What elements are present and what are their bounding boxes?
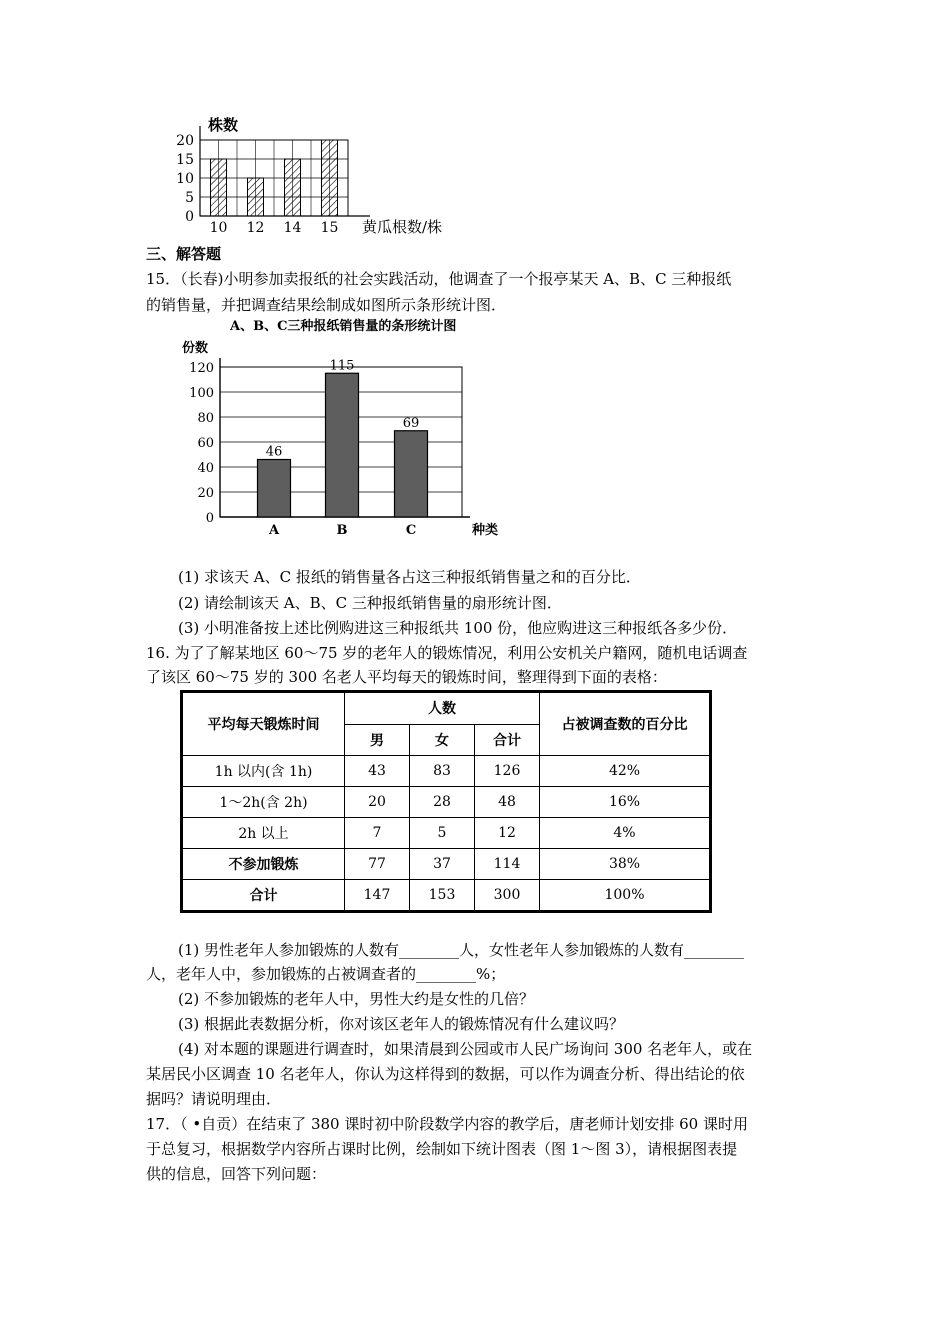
chart2-ytick: 120 xyxy=(189,361,214,376)
cell-male: 20 xyxy=(345,787,410,818)
chart1-xtick: 15 xyxy=(320,220,339,236)
cell-percent: 4% xyxy=(540,818,711,849)
cell-percent: 100% xyxy=(540,880,711,912)
chart1-ytick: 15 xyxy=(176,152,194,168)
chart2-data-label: 46 xyxy=(265,444,283,460)
q16-sub4-line3: 据吗？请说明理由． xyxy=(146,1090,282,1108)
header-percent: 占被调查数的百分比 xyxy=(540,692,711,756)
header-male: 男 xyxy=(345,724,410,756)
chart1-ytick: 0 xyxy=(185,209,194,225)
chart1-bar xyxy=(285,159,301,216)
chart1-xtick: 14 xyxy=(283,220,302,236)
q15-sub1: (1) 求该天 A、C 报纸的销售量各占这三种报纸销售量之和的百分比． xyxy=(178,568,641,586)
chart1-ylabel: 株数 xyxy=(208,116,239,134)
chart1-xtick: 12 xyxy=(246,220,265,236)
q16-text-line1: 16. 为了了解某地区 60～75 岁的老年人的锻炼情况，利用公安机关户籍网，随机电话调查 xyxy=(146,644,748,662)
header-female: 女 xyxy=(410,724,475,756)
chart2-xtick: A xyxy=(268,523,280,538)
q16-text-line2: 了该区 60～75 岁的 300 名老人平均每天的锻炼时间，整理得到下面的表格： xyxy=(146,668,667,686)
cell-female: 153 xyxy=(410,880,475,912)
chart2-ytick: 60 xyxy=(197,436,214,451)
table-row xyxy=(182,880,711,912)
table-row xyxy=(182,787,711,818)
exercise-table xyxy=(180,690,712,913)
q16-sub2: (2) 不参加锻炼的老年人中，男性大约是女性的几倍？ xyxy=(178,990,535,1008)
q16-sub1-line2: 人，老年人中，参加锻炼的占被调查者的________%； xyxy=(146,965,506,983)
chart1-xtick: 10 xyxy=(209,220,228,236)
row-label: 2h 以上 xyxy=(182,818,345,849)
chart1-ytick: 10 xyxy=(176,171,194,187)
cell-percent: 16% xyxy=(540,787,711,818)
cell-female: 5 xyxy=(410,818,475,849)
chart2-bar xyxy=(326,373,359,517)
q15-sub3: (3) 小明准备按上述比例购进这三种报纸共 100 份，他应购进这三种报纸各多少份． xyxy=(178,619,738,637)
cell-male: 7 xyxy=(345,818,410,849)
q16-sub1-line1: (1) 男性老年人参加锻炼的人数有________人，女性老年人参加锻炼的人数有________ xyxy=(178,941,745,959)
cell-female: 37 xyxy=(410,849,475,880)
cell-male: 77 xyxy=(345,849,410,880)
chart1-xlabel: 黄瓜根数/株 xyxy=(362,218,443,236)
chart2-ytick: 20 xyxy=(197,486,214,501)
chart2-ytick: 40 xyxy=(197,461,214,476)
header-people: 人数 xyxy=(345,692,540,725)
q17-text-line2: 于总复习，根据数学内容所占课时比例，绘制如下统计图表（图 1～图 3），请根据图表提 xyxy=(146,1140,738,1158)
chart2-xtick: B xyxy=(336,523,348,538)
section-heading: 三、解答题 xyxy=(146,245,222,263)
header-total: 合计 xyxy=(475,724,540,756)
chart2-ylabel: 份数 xyxy=(182,341,209,356)
cell-total: 48 xyxy=(475,787,540,818)
q17-text-line3: 供的信息，回答下列问题： xyxy=(146,1165,327,1183)
table-row xyxy=(182,756,711,787)
chart1-bar xyxy=(322,140,338,216)
q17-text-line1: 17．（ •自贡）在结束了 380 课时初中阶段数学内容的教学后，唐老师计划安排 60 课时用 xyxy=(146,1115,748,1133)
chart2-xlabel: 种类 xyxy=(472,523,499,538)
q16-sub4-line2: 某居民小区调查 10 名老年人，你认为这样得到的数据，可以作为调查分析、得出结论的依 xyxy=(146,1065,745,1083)
cell-male: 147 xyxy=(345,880,410,912)
cell-female: 83 xyxy=(410,756,475,787)
header-time: 平均每天锻炼时间 xyxy=(182,692,345,756)
chart2-data-label: 115 xyxy=(329,358,355,374)
chart2-title: A、B、C三种报纸销售量的条形统计图 xyxy=(230,319,457,334)
q15-sub2: (2) 请绘制该天 A、B、C 三种报纸销售量的扇形统计图． xyxy=(178,594,562,612)
cell-total: 300 xyxy=(475,880,540,912)
cell-percent: 38% xyxy=(540,849,711,880)
cell-total: 114 xyxy=(475,849,540,880)
row-label: 合计 xyxy=(182,880,345,912)
cell-total: 126 xyxy=(475,756,540,787)
chart2-ytick: 0 xyxy=(205,511,214,526)
newspaper-bar-chart xyxy=(170,312,520,544)
chart2-bar xyxy=(258,460,291,518)
cell-female: 28 xyxy=(410,787,475,818)
cucumber-bar-chart xyxy=(170,112,460,242)
chart2-ytick: 80 xyxy=(197,411,214,426)
chart2-data-label: 69 xyxy=(402,415,420,431)
chart2-xtick: C xyxy=(405,523,417,538)
chart2-ytick: 100 xyxy=(189,386,214,401)
q15-text-line1: 15．（长春)小明参加卖报纸的社会实践活动，他调查了一个报亭某天 A、B、C 三种报纸 xyxy=(146,270,732,288)
q15-text-line2: 的销售量，并把调查结果绘制成如图所示条形统计图． xyxy=(146,296,507,314)
table-row xyxy=(182,818,711,849)
chart1-bar xyxy=(248,178,264,216)
row-label: 1～2h(含 2h) xyxy=(182,787,345,818)
cell-percent: 42% xyxy=(540,756,711,787)
q16-sub4-line1: (4) 对本题的课题进行调查时，如果清晨到公园或市人民广场询问 300 名老年人，或在 xyxy=(178,1040,753,1058)
chart1-ytick: 5 xyxy=(185,190,194,206)
row-label: 不参加锻炼 xyxy=(182,849,345,880)
chart2-bar xyxy=(395,431,428,517)
chart1-bar xyxy=(211,159,227,216)
q16-sub3: (3) 根据此表数据分析，你对该区老年人的锻炼情况有什么建议吗？ xyxy=(178,1015,625,1033)
chart1-ytick: 20 xyxy=(176,133,194,149)
cell-total: 12 xyxy=(475,818,540,849)
row-label: 1h 以内(含 1h) xyxy=(182,756,345,787)
table-row xyxy=(182,849,711,880)
cell-male: 43 xyxy=(345,756,410,787)
